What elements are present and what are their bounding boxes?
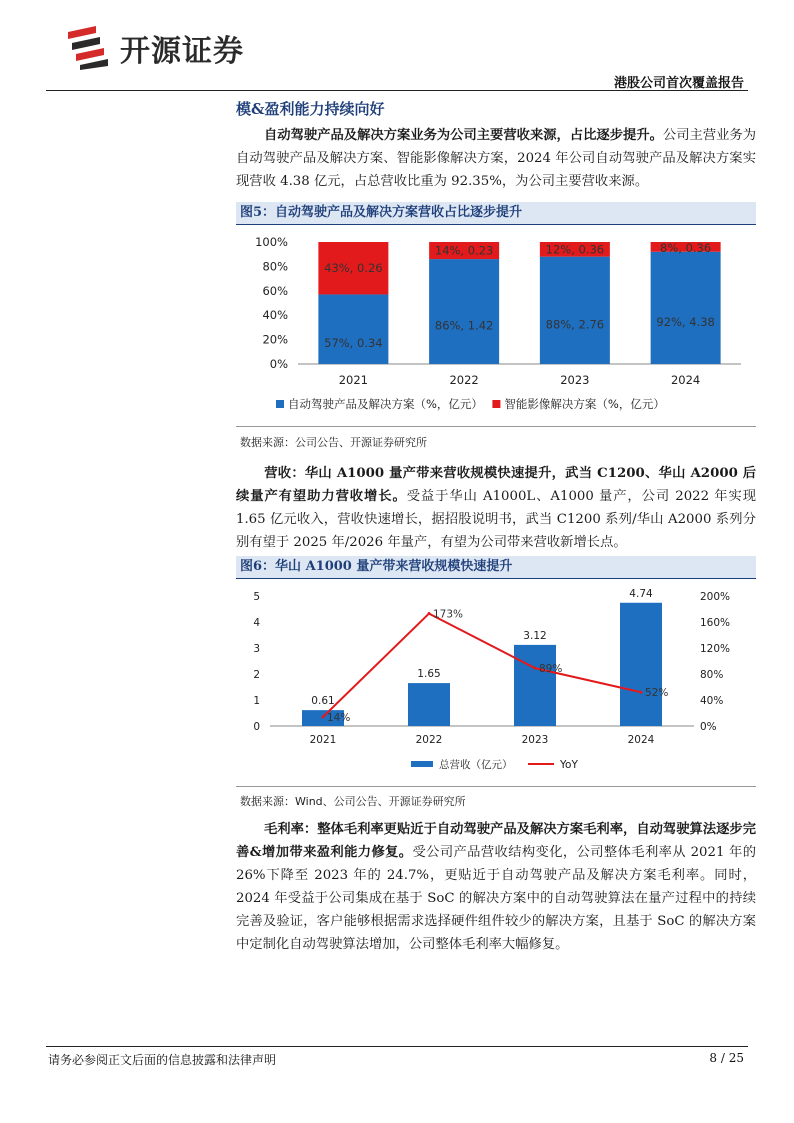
yoy-line <box>323 614 641 717</box>
logo-icon <box>66 26 112 70</box>
bar-data-label: 0.61 <box>311 695 335 708</box>
company-name: 开源证券 <box>120 34 244 69</box>
bar-segment <box>651 252 721 364</box>
bar-data-label: 4.74 <box>629 587 653 600</box>
yoy-point <box>534 667 537 670</box>
x-tick-label: 2021 <box>309 734 337 746</box>
y-right-tick-label: 40% <box>700 695 724 707</box>
report-type: 港股公司首次覆盖报告 <box>613 76 744 91</box>
y-tick-label: 60% <box>262 283 288 298</box>
y-left-tick-label: 2 <box>253 669 260 681</box>
bar-segment <box>318 294 388 364</box>
header-divider <box>46 90 748 91</box>
figure6-bottom-rule <box>236 786 756 787</box>
footer-disclaimer: 请务必参阅正文后面的信息披露和法律声明 <box>48 1053 277 1067</box>
yoy-point <box>428 612 431 615</box>
paragraph-revenue-growth <box>236 462 756 554</box>
paragraph-revenue-source <box>236 124 756 193</box>
y-right-tick-label: 120% <box>700 643 731 655</box>
data-label: 43%, 0.26 <box>324 261 383 276</box>
paragraph-lead: 营收：华山 A1000 量产带来营收规模快速提升，武当 C1200、华山 A2000 后续量产有望助力营收增长。 <box>236 466 756 504</box>
y-tick-label: 0% <box>269 357 288 371</box>
revenue-bar <box>408 683 450 726</box>
y-right-tick-label: 200% <box>700 591 731 603</box>
yoy-data-label: 173% <box>433 608 464 621</box>
yoy-data-label: 52% <box>645 687 669 700</box>
bar-data-label: 3.12 <box>523 629 547 642</box>
figure5-title: 图5：自动驾驶产品及解决方案营收占比逐步提升 <box>240 205 523 220</box>
figure5-title-rule <box>236 224 756 225</box>
y-left-tick-label: 3 <box>253 643 260 655</box>
revenue-bar <box>514 645 556 726</box>
figure5-bottom-rule <box>236 426 756 427</box>
figure6-title-rule <box>236 578 756 579</box>
data-label: 86%, 1.42 <box>434 318 494 333</box>
legend-swatch <box>276 400 284 408</box>
data-label: 57%, 0.34 <box>324 336 383 351</box>
y-tick-label: 40% <box>262 308 288 323</box>
legend-swatch-bar <box>411 761 433 767</box>
y-left-tick-label: 4 <box>253 617 260 629</box>
paragraph-lead: 毛利率：整体毛利率更贴近于自动驾驶产品及解决方案毛利率，自动驾驶算法逐步完善&增加带来盈利能力修复。 <box>236 822 756 860</box>
paragraph-body: 公司主营业务为自动驾驶产品及解决方案、智能影像解决方案，2024 年公司自动驾驶产品及解决方案实现营收 4.38 亿元，占总营收比重为 92.35%，为公司主要营收来源。 <box>236 128 757 189</box>
y-left-tick-label: 5 <box>253 591 260 603</box>
paragraph-lead: 自动驾驶产品及解决方案业务为公司主要营收来源，占比逐步提升。 <box>264 128 663 143</box>
paragraph-body: 受公司产品营收结构变化，公司整体毛利率从 2021 年的 26%下降至 2023 年的 24.7%，更贴近于自动驾驶产品及解决方案毛利率。同时，2024 年受益于公司集成在基于 SoC 的解决方案中的自动驾驶算法在量产过程中的持续完善及验证，客户能够根据需求选择硬件组件较少的解决方案，且基于 SoC 的解决方案中定制化自动驾驶算法增加，公司整体毛利率大幅修复。 <box>236 845 756 952</box>
legend-label: 自动驾驶产品及解决方案（%，亿元） <box>288 397 483 411</box>
x-tick-label: 2024 <box>670 373 701 387</box>
yoy-point <box>640 691 643 694</box>
footer-divider <box>46 1046 748 1047</box>
data-label: 12%, 0.36 <box>545 242 605 257</box>
paragraph-body: 受益于华山 A1000L、A1000 量产，公司 2022 年实现 1.65 亿元收入，营收快速增长，据招股说明书，武当 C1200 系列/华山 A2000 系列分别有望于 2025 年/2026 年量产，有望为公司带来营收新增长点。 <box>236 489 756 550</box>
page-number: 8 / 25 <box>709 1051 744 1065</box>
x-tick-label: 2021 <box>338 373 369 387</box>
data-label: 14%, 0.23 <box>434 243 494 258</box>
y-left-tick-label: 0 <box>253 721 260 733</box>
figure5-chart <box>236 228 756 420</box>
legend-label-bar: 总营收（亿元） <box>439 759 513 771</box>
x-tick-label: 2023 <box>521 734 549 746</box>
figure6-title: 图6：华山 A1000 量产带来营收规模快速提升 <box>240 559 513 574</box>
bar-data-label: 1.65 <box>417 668 441 681</box>
y-tick-label: 80% <box>262 259 288 274</box>
x-tick-label: 2023 <box>560 373 590 387</box>
data-label: 8%, 0.36 <box>660 241 712 255</box>
legend-label: 智能影像解决方案（%，亿元） <box>504 397 665 411</box>
data-label: 88%, 2.76 <box>545 317 605 332</box>
yoy-point <box>322 715 325 718</box>
legend-swatch <box>492 400 500 408</box>
x-tick-label: 2022 <box>415 734 443 746</box>
y-tick-label: 100% <box>255 235 288 249</box>
x-tick-label: 2022 <box>449 373 479 387</box>
y-right-tick-label: 0% <box>700 721 717 733</box>
legend-label-line: YoY <box>560 759 578 771</box>
y-right-tick-label: 160% <box>700 617 731 629</box>
figure5-source: 数据来源：公司公告、开源证券研究所 <box>240 436 427 449</box>
yoy-data-label: 89% <box>539 663 563 676</box>
section-heading: 模&盈利能力持续向好 <box>236 100 385 118</box>
yoy-data-label: 14% <box>327 711 351 724</box>
figure6-source: 数据来源：Wind、公司公告、开源证券研究所 <box>240 795 466 808</box>
figure6-chart <box>236 582 756 778</box>
company-logo <box>66 26 244 70</box>
revenue-bar <box>620 603 662 726</box>
bar-segment <box>429 259 499 364</box>
paragraph-gross-margin <box>236 818 756 956</box>
data-label: 92%, 4.38 <box>656 314 715 329</box>
y-tick-label: 20% <box>262 332 288 347</box>
x-tick-label: 2024 <box>627 734 655 746</box>
bar-segment <box>540 257 610 364</box>
y-left-tick-label: 1 <box>253 695 260 707</box>
y-right-tick-label: 80% <box>700 669 724 681</box>
